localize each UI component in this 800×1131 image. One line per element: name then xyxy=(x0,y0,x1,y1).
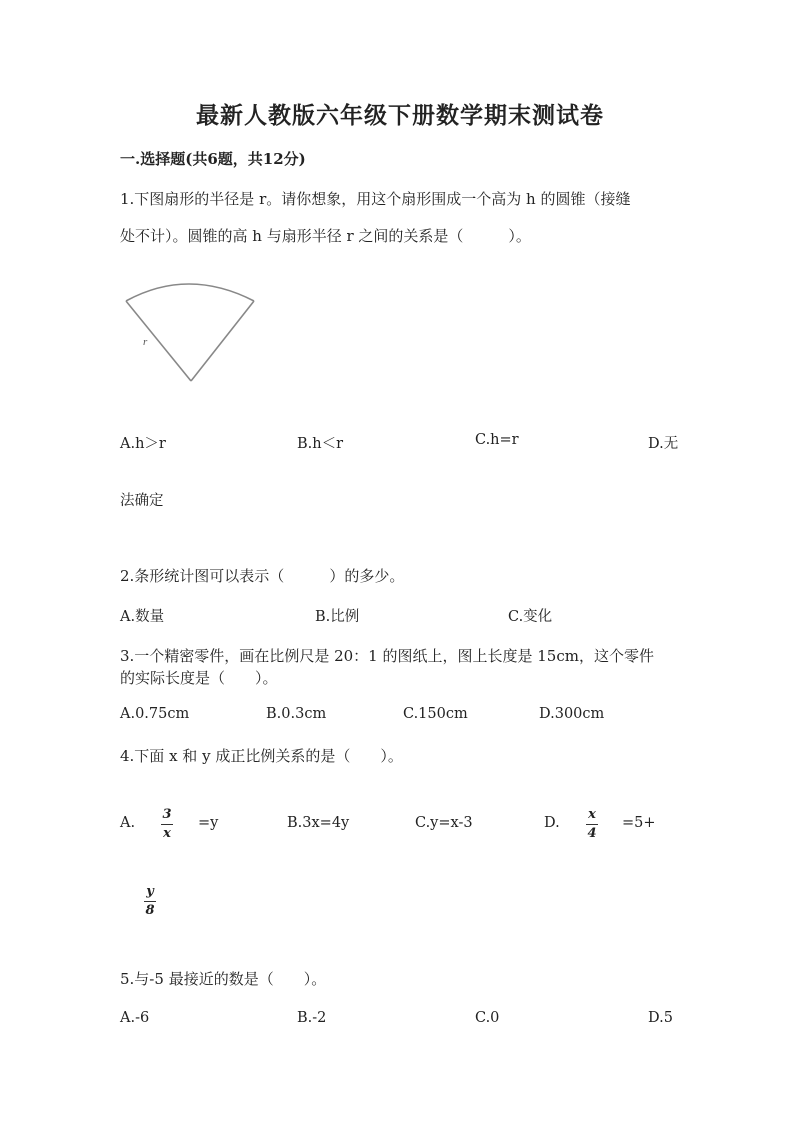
q4-option-a-label[interactable]: A. xyxy=(120,815,136,831)
q3-option-a[interactable]: A.0.75cm xyxy=(120,706,190,722)
sector-arc xyxy=(126,284,254,301)
question-2-text: 2.条形统计图可以表示（ ）的多少。 xyxy=(120,567,405,585)
fraction-bar xyxy=(161,824,173,825)
question-1-line-2: 处不计）。圆锥的高 h 与扇形半径 r 之间的关系是（ ）。 xyxy=(120,227,531,245)
q3-option-b[interactable]: B.0.3cm xyxy=(266,706,327,722)
fraction-bar xyxy=(586,824,598,825)
q5-option-b[interactable]: B.-2 xyxy=(297,1010,327,1026)
q5-option-a[interactable]: A.-6 xyxy=(120,1010,150,1026)
fraction-bar xyxy=(144,901,156,902)
q2-option-b[interactable]: B.比例 xyxy=(315,609,360,625)
radius-label: r xyxy=(143,336,148,348)
fraction-numerator: y xyxy=(146,884,154,899)
q4-option-a-fraction xyxy=(161,808,173,840)
fraction-denominator: 4 xyxy=(587,826,597,841)
sector-figure xyxy=(118,275,263,385)
q3-option-d[interactable]: D.300cm xyxy=(539,706,605,722)
q1-option-a[interactable]: A.h＞r xyxy=(120,436,166,452)
q4-option-d-fraction xyxy=(586,808,598,840)
q1-option-d-continued: 法确定 xyxy=(120,493,164,509)
fraction-denominator: x xyxy=(163,826,171,841)
sector-left-radius xyxy=(126,301,191,381)
question-4-text: 4.下面 x 和 y 成正比例关系的是（ ）。 xyxy=(120,747,403,765)
q4-option-d-label[interactable]: D. xyxy=(544,815,560,831)
q1-option-c[interactable]: C.h=r xyxy=(475,432,519,448)
q2-option-a[interactable]: A.数量 xyxy=(120,609,165,625)
question-3-line-2: 的实际长度是（ ）。 xyxy=(120,669,278,687)
q4-option-d-fraction-continued xyxy=(144,885,156,917)
q5-option-d[interactable]: D.5 xyxy=(648,1010,673,1026)
page-title: 最新人教版六年级下册数学期末测试卷 xyxy=(196,102,604,129)
question-3-line-1: 3.一个精密零件，画在比例尺是 20：1 的图纸上，图上长度是 15cm，这个零件 xyxy=(120,647,654,665)
q4-option-c[interactable]: C.y=x-3 xyxy=(415,815,473,831)
fraction-numerator: 3 xyxy=(162,807,172,822)
fraction-denominator: 8 xyxy=(145,903,155,918)
q5-option-c[interactable]: C.0 xyxy=(475,1010,500,1026)
sector-right-radius xyxy=(191,301,254,381)
q4-option-d-tail: =5+ xyxy=(622,815,656,831)
q3-option-c[interactable]: C.150cm xyxy=(403,706,468,722)
q4-option-b[interactable]: B.3x=4y xyxy=(287,815,350,831)
q4-option-a-tail: =y xyxy=(198,815,219,831)
question-5-text: 5.与-5 最接近的数是（ ）。 xyxy=(120,970,327,988)
q2-option-c[interactable]: C.变化 xyxy=(508,609,553,625)
q1-option-b[interactable]: B.h＜r xyxy=(297,436,344,452)
q1-option-d[interactable]: D.无 xyxy=(648,436,679,452)
question-1-line-1: 1.下图扇形的半径是 r。请你想象，用这个扇形围成一个高为 h 的圆锥（接缝 xyxy=(120,190,631,208)
section-heading: 一.选择题(共6题，共12分) xyxy=(120,150,306,168)
fraction-numerator: x xyxy=(588,807,596,822)
